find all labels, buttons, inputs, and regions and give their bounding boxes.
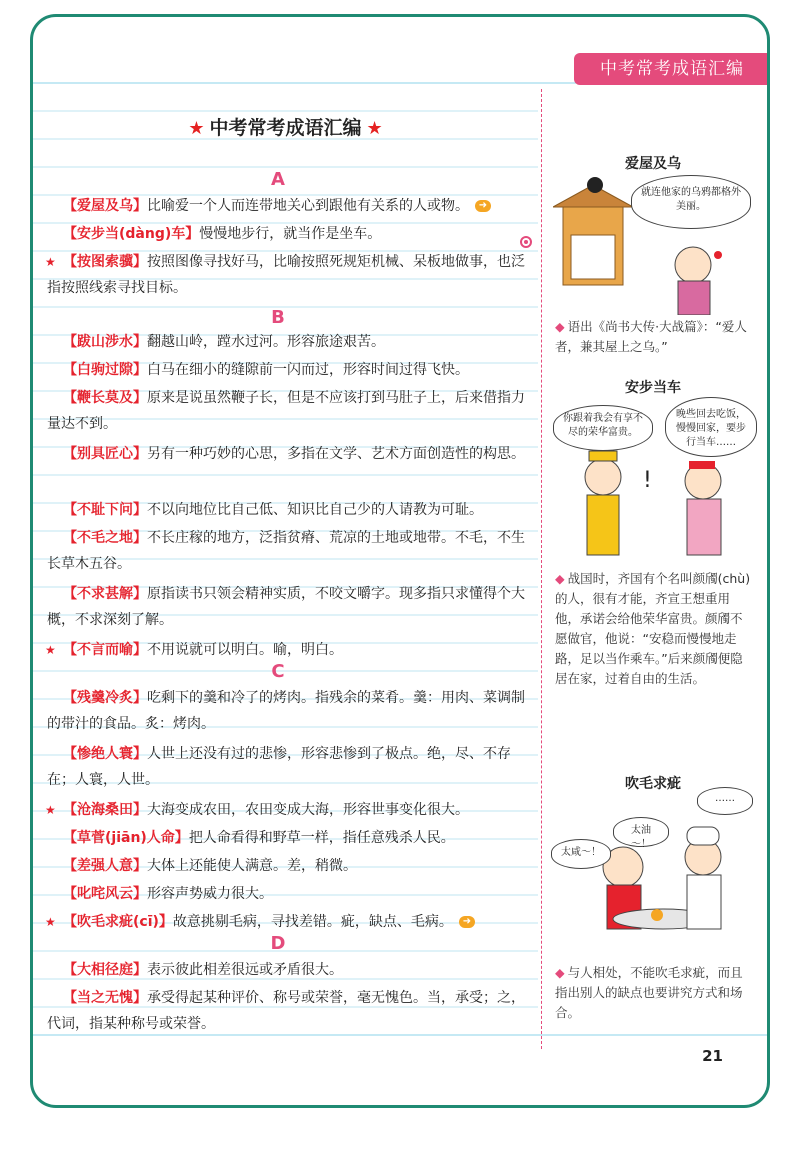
entry-term: 【白驹过隙】 [63, 362, 147, 378]
entry-text: 形容声势威力很大。 [147, 886, 273, 902]
entry-term: 【鞭长莫及】 [63, 390, 147, 406]
entry-term: 【吹毛求疵(cī)】 [63, 914, 173, 930]
entry-text: 慢慢地步行，就当作是坐车。 [199, 226, 382, 242]
entry-term: 【跋山涉水】 [63, 334, 147, 350]
entry-term: 【不毛之地】 [63, 530, 147, 546]
entry-can-geng-leng-zhi [47, 685, 531, 737]
sidebar-note-chui-mao-qiu-ci [555, 963, 751, 1023]
entry-term: 【按图索骥】 [63, 254, 147, 270]
speech-bubble-right: 晚些回去吃饭，慢慢回家，要步行当车…… [665, 397, 757, 457]
entry-term: 【草菅(jiān)人命】 [63, 830, 189, 846]
entry-text: 不用说就可以明白。喻，明白。 [147, 642, 343, 658]
entry-text: 不以向地位比自己低、知识比自己少的人请教为可耻。 [147, 502, 483, 518]
section-letter-b: B [271, 307, 285, 328]
entry-term: 【安步当(dàng)车】 [63, 226, 200, 242]
entry-text: 白马在细小的缝隙前一闪而过，形容时间过得飞快。 [147, 362, 469, 378]
link-dot-icon [520, 236, 532, 248]
entry-text: 原指读书只领会精神实质，不咬文嚼字。现多指只求懂得个大概，不求深刻了解。 [47, 586, 525, 628]
entry-text: 人世上还没有过的悲惨，形容悲惨到了极点。绝，尽、不存在；人寰，人世。 [47, 746, 511, 788]
star-icon: ★ [188, 118, 205, 139]
entry-term: 【当之无愧】 [63, 990, 147, 1006]
diamond-icon: ◆ [555, 571, 565, 586]
column-divider [541, 89, 542, 1049]
speech-bubble: 就连他家的乌鸦都格外美丽。 [631, 175, 751, 229]
entry-da-xiang-jing-ting [47, 957, 531, 983]
entry-bu-chi-xia-wen [47, 497, 531, 523]
sidebar-note-ai-wu-ji-wu [555, 317, 751, 357]
entry-bai-ju-guo-xi [47, 357, 531, 383]
entry-cao-jian-ren-ming [47, 825, 531, 851]
entry-cang-hai-sang-tian [47, 797, 531, 823]
arrow-right-icon[interactable]: ➜ [459, 916, 475, 928]
sidebar-note-text: 与人相处，不能吹毛求疵，而且指出别人的缺点也要讲究方式和场合。 [555, 965, 743, 1020]
page-title [33, 113, 538, 140]
diamond-icon: ◆ [555, 319, 565, 334]
page-frame [30, 14, 770, 1108]
entry-term: 【沧海桑田】 [63, 802, 147, 818]
entry-text: 故意挑剔毛病，寻找差错。疵，缺点、毛病。 [172, 914, 453, 930]
entry-text: 另有一种巧妙的心思，多指在文学、艺术方面创造性的构思。 [147, 446, 525, 462]
entry-an-bu-dang-che [47, 221, 531, 247]
entry-chi-zha-feng-yun [47, 881, 531, 907]
star-icon: ★ [366, 118, 383, 139]
entry-text: 大海变成农田，农田变成大海，形容世事变化很大。 [147, 802, 469, 818]
sidebar-title-chui-mao-qiu-ci: 吹毛求疵 [625, 776, 681, 792]
entry-term: 【爱屋及乌】 [63, 198, 147, 214]
entry-an-tu-suo-ji [47, 249, 531, 301]
entry-bie-ju-jiang-xin [47, 441, 531, 467]
star-icon: ★ [45, 255, 56, 269]
entry-text: 承受得起某种评价、称号或荣誉，毫无愧色。当，承受；之，代词，指某种称号或荣誉。 [47, 990, 525, 1032]
entry-text: 原来是说虽然鞭子长，但是不应该打到马肚子上，后来借指力量达不到。 [47, 390, 525, 432]
sidebar-note-text: 战国时，齐国有个名叫颜斶(chù)的人，很有才能，齐宣王想重用他，承诺会给他荣华富贵。颜斶不愿做官，他说：“安稳而慢慢地走路，足以当作乘车。”后来颜斶便隐居在家，过着自由的生活。 [555, 571, 751, 686]
sidebar-title-an-bu-dang-che: 安步当车 [625, 380, 681, 396]
entry-cha-qiang-ren-yi [47, 853, 531, 879]
entry-bu-qiu-shen-jie [47, 581, 531, 633]
section-letter-c: C [271, 661, 285, 682]
entry-term: 【别具匠心】 [63, 446, 147, 462]
sidebar-title-ai-wu-ji-wu: 爱屋及乌 [625, 156, 681, 172]
entry-can-jue-ren-huan [47, 741, 531, 793]
entry-text: 翻越山岭，蹚水过河。形容旅途艰苦。 [147, 334, 385, 350]
page-number: 21 [702, 1047, 723, 1065]
speech-bubble-mid: 太油～！ [613, 817, 669, 847]
speech-bubble-top: …… [697, 787, 753, 815]
sidebar-note-an-bu-dang-che [555, 569, 751, 689]
entry-ba-shan-she-shui [47, 329, 531, 355]
entry-term: 【不求甚解】 [63, 586, 147, 602]
star-icon: ★ [45, 915, 56, 929]
entry-bu-mao-zhi-di [47, 525, 531, 577]
entry-bu-yan-er-yu [47, 637, 531, 663]
entry-ai-wu-ji-wu [47, 193, 531, 219]
entry-text: 不长庄稼的地方，泛指贫瘠、荒凉的土地或地带。不毛，不生长草木五谷。 [47, 530, 525, 572]
entry-bian-chang-mo-ji [47, 385, 531, 437]
entry-term: 【不耻下问】 [63, 502, 147, 518]
diamond-icon: ◆ [555, 965, 565, 980]
star-icon: ★ [45, 643, 56, 657]
entry-text: 大体上还能使人满意。差，稍微。 [147, 858, 357, 874]
header-tab: 中考常考成语汇编 [574, 53, 770, 85]
entry-dang-zhi-wu-kui [47, 985, 531, 1037]
sidebar-note-text: 语出《尚书大传·大战篇》：“爱人者，兼其屋上之乌。” [555, 319, 747, 354]
entry-text: 吃剩下的羹和冷了的烤肉。指残余的菜肴。羹：用肉、菜调制的带汁的食品。炙：烤肉。 [47, 690, 525, 732]
section-letter-d: D [270, 933, 286, 954]
speech-bubble-left: 太咸～！ [551, 839, 611, 869]
entry-term: 【不言而喻】 [63, 642, 147, 658]
entry-term: 【大相径庭】 [63, 962, 147, 978]
speech-bubble-left: 你跟着我会有享不尽的荣华富贵。 [553, 405, 653, 451]
entry-term: 【差强人意】 [63, 858, 147, 874]
entry-chui-mao-qiu-ci [47, 909, 531, 935]
section-letter-a: A [271, 169, 285, 190]
entry-text: 表示彼此相差很远或矛盾很大。 [147, 962, 343, 978]
entry-text: 比喻爱一个人而连带地关心到跟他有关系的人或物。 [147, 198, 469, 214]
svg-text:!: ! [643, 468, 652, 493]
star-icon: ★ [45, 803, 56, 817]
entry-text: 把人命看得和野草一样，指任意残杀人民。 [188, 830, 455, 846]
entry-term: 【惨绝人寰】 [63, 746, 147, 762]
arrow-right-icon[interactable]: ➜ [475, 200, 491, 212]
entry-term: 【残羹冷炙】 [63, 690, 147, 706]
entry-term: 【叱咤风云】 [63, 886, 147, 902]
entry-text: 按照图像寻找好马，比喻按照死规矩机械、呆板地做事，也泛指按照线索寻找目标。 [47, 254, 525, 296]
page-title-text: 中考常考成语汇编 [209, 117, 362, 139]
